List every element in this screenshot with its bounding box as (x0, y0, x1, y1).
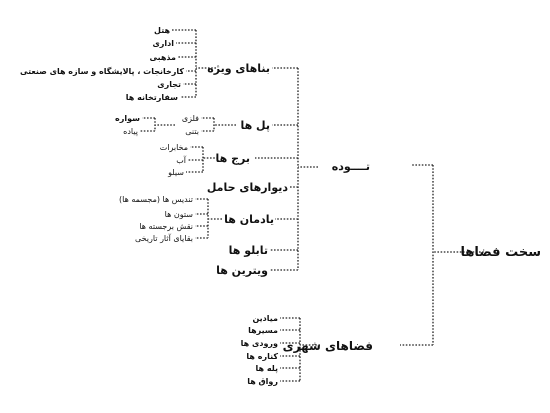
monument-item: بقایای آثار تاریخی (134, 234, 193, 243)
billboards-label: تابلو ها (228, 244, 268, 257)
monument-item: تندیس ها (مجسمه ها) (119, 195, 193, 204)
tower-item: آب (176, 156, 186, 165)
tower-item: مخابرات (159, 143, 188, 152)
bridges-items (115, 114, 199, 136)
special-building-item: مذهبی (149, 53, 176, 62)
towers-items (160, 143, 188, 177)
monuments-connector (195, 199, 222, 238)
special-building-item: هتل (154, 26, 170, 35)
bridge-type-item: بتنی (185, 127, 199, 136)
bridge-user-item: پیاده (123, 127, 138, 136)
urban-spaces-items (241, 314, 279, 386)
urban-space-item: پله ها (255, 364, 278, 373)
toodeh-label: تــــوده (331, 160, 370, 173)
root-label: سخت فضاها (460, 245, 541, 260)
special-buildings-label: بناهای ویژه (207, 62, 270, 75)
monument-item: ستون ها (164, 210, 193, 219)
towers-label: برج ها (215, 152, 250, 165)
monument-item: نقش برجسته ها (139, 222, 193, 231)
bridge-type-item: فلزی (181, 114, 199, 123)
tower-item: سیلو (168, 168, 184, 177)
urban-space-item: کناره ها (246, 352, 278, 361)
shop-windows-label: ویترین ها (216, 264, 268, 277)
urban-space-item: میادین (252, 314, 278, 323)
special-building-item: اداری (152, 39, 174, 48)
special-building-item: تجاری (157, 80, 181, 89)
bridges-label: پل ها (240, 119, 270, 132)
monuments-items (119, 195, 193, 243)
toodeh-connector (255, 68, 318, 270)
connectors (140, 30, 487, 381)
special-buildings-items (20, 26, 184, 102)
urban-space-item: رواق ها (247, 377, 278, 386)
urban-space-item: مسیرها (248, 326, 278, 335)
urban-spaces-label: فضاهای شهری (282, 339, 373, 353)
bearing-walls-label: دیوارهای حامل (206, 181, 288, 194)
special-building-item: کارخانجات ، پالایشگاه و سازه های صنعتی (19, 67, 184, 76)
labels (20, 26, 541, 386)
urban-space-item: ورودی ها (240, 339, 278, 348)
towers-connector (186, 147, 218, 172)
monuments-label: یادمان ها (224, 213, 274, 226)
special-building-item: سفارتخانه ها (125, 93, 178, 102)
bridge-user-item: سواره (115, 114, 140, 123)
